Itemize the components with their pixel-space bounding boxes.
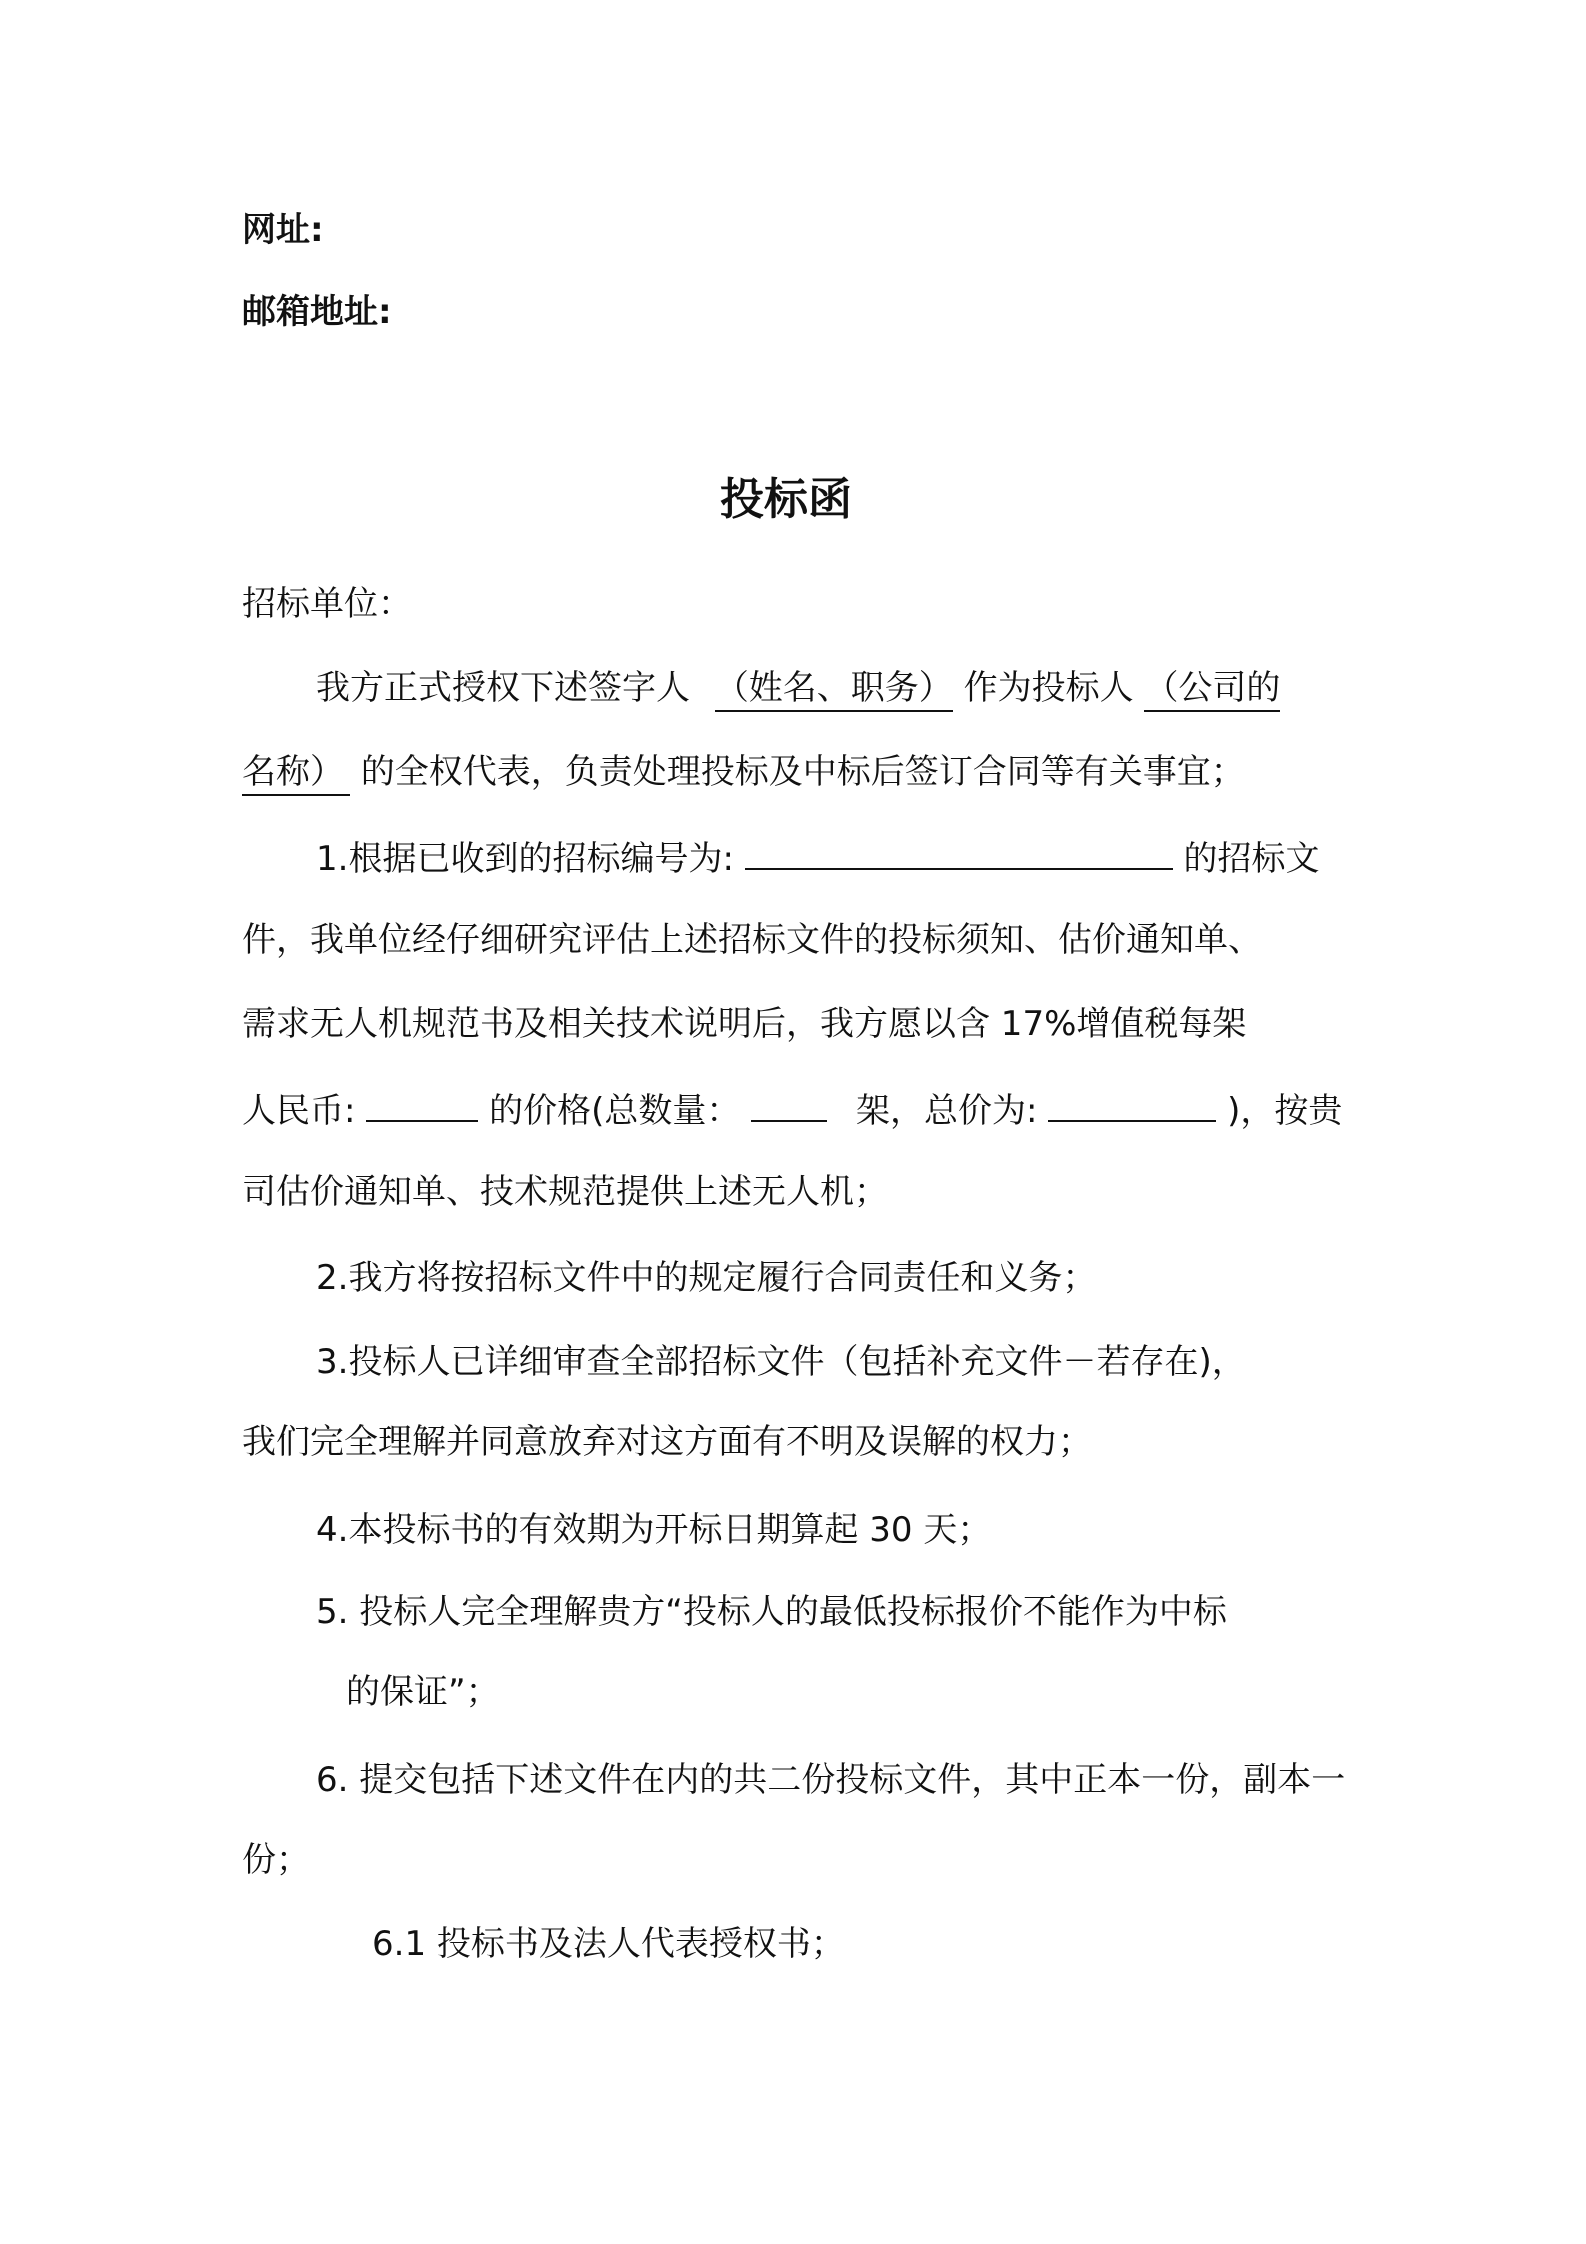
item1-text-2: 的招标文 xyxy=(1183,839,1320,879)
intro-text-3: 的全权代表，负责处理投标及中标后签订合同等有关事宜； xyxy=(360,752,1245,792)
item1-line4-text-c: 架，总价为: xyxy=(855,1091,1038,1131)
quantity-blank xyxy=(751,1084,827,1122)
item1-text-1: 1.根据已收到的招标编号为: xyxy=(316,839,734,879)
email-label: 邮箱地址: xyxy=(242,292,392,332)
item1-line-2: 件，我单位经仔细研究评估上述招标文件的投标须知、估价通知单、 xyxy=(242,920,1262,960)
item5-line-1: 5. 投标人完全理解贵方“投标人的最低投标报价不能作为中标 xyxy=(316,1592,1227,1632)
intro-text-1: 我方正式授权下述签字人 xyxy=(316,668,690,708)
item1-line-1 xyxy=(316,832,1320,880)
website-label: 网址: xyxy=(242,210,324,250)
item3-line-2: 我们完全理解并同意放弃对这方面有不明及误解的权力； xyxy=(242,1422,1092,1462)
item3-line-1: 3.投标人已详细审查全部招标文件（包括补充文件－若存在)， xyxy=(316,1342,1246,1382)
intro-line-1 xyxy=(316,664,1280,712)
item6-line-1: 6. 提交包括下述文件在内的共二份投标文件，其中正本一份，副本一 xyxy=(316,1760,1346,1800)
item1-line4-text-a: 人民币: xyxy=(242,1091,356,1131)
intro-text-2: 作为投标人 xyxy=(963,668,1134,708)
item6-1-line: 6.1 投标书及法人代表授权书； xyxy=(372,1924,845,1964)
item5-line-2: 的保证”； xyxy=(346,1672,500,1712)
addressee-label: 招标单位： xyxy=(242,584,412,624)
item1-line-5: 司估价通知单、技术规范提供上述无人机； xyxy=(242,1172,888,1212)
item6-line-2: 份； xyxy=(242,1840,310,1880)
tender-number-blank xyxy=(745,832,1173,870)
total-price-blank xyxy=(1048,1084,1216,1122)
document-title: 投标函 xyxy=(720,474,852,525)
item1-line4-text-d: )，按贵 xyxy=(1227,1091,1343,1131)
item1-line-3: 需求无人机规范书及相关技术说明后，我方愿以含 17%增值税每架 xyxy=(242,1004,1247,1044)
intro-line-2 xyxy=(242,748,1245,796)
item2-line: 2.我方将按招标文件中的规定履行合同责任和义务； xyxy=(316,1258,1097,1298)
item1-line-4 xyxy=(242,1084,1342,1132)
item4-line: 4.本投标书的有效期为开标日期算起 30 天； xyxy=(316,1510,992,1550)
signer-placeholder: （姓名、职务） xyxy=(715,666,953,712)
company-placeholder-b: 名称） xyxy=(242,750,350,796)
item1-line4-text-b: 的价格(总数量： xyxy=(489,1091,741,1131)
unit-price-blank xyxy=(366,1084,478,1122)
company-placeholder-a: （公司的 xyxy=(1144,666,1280,712)
